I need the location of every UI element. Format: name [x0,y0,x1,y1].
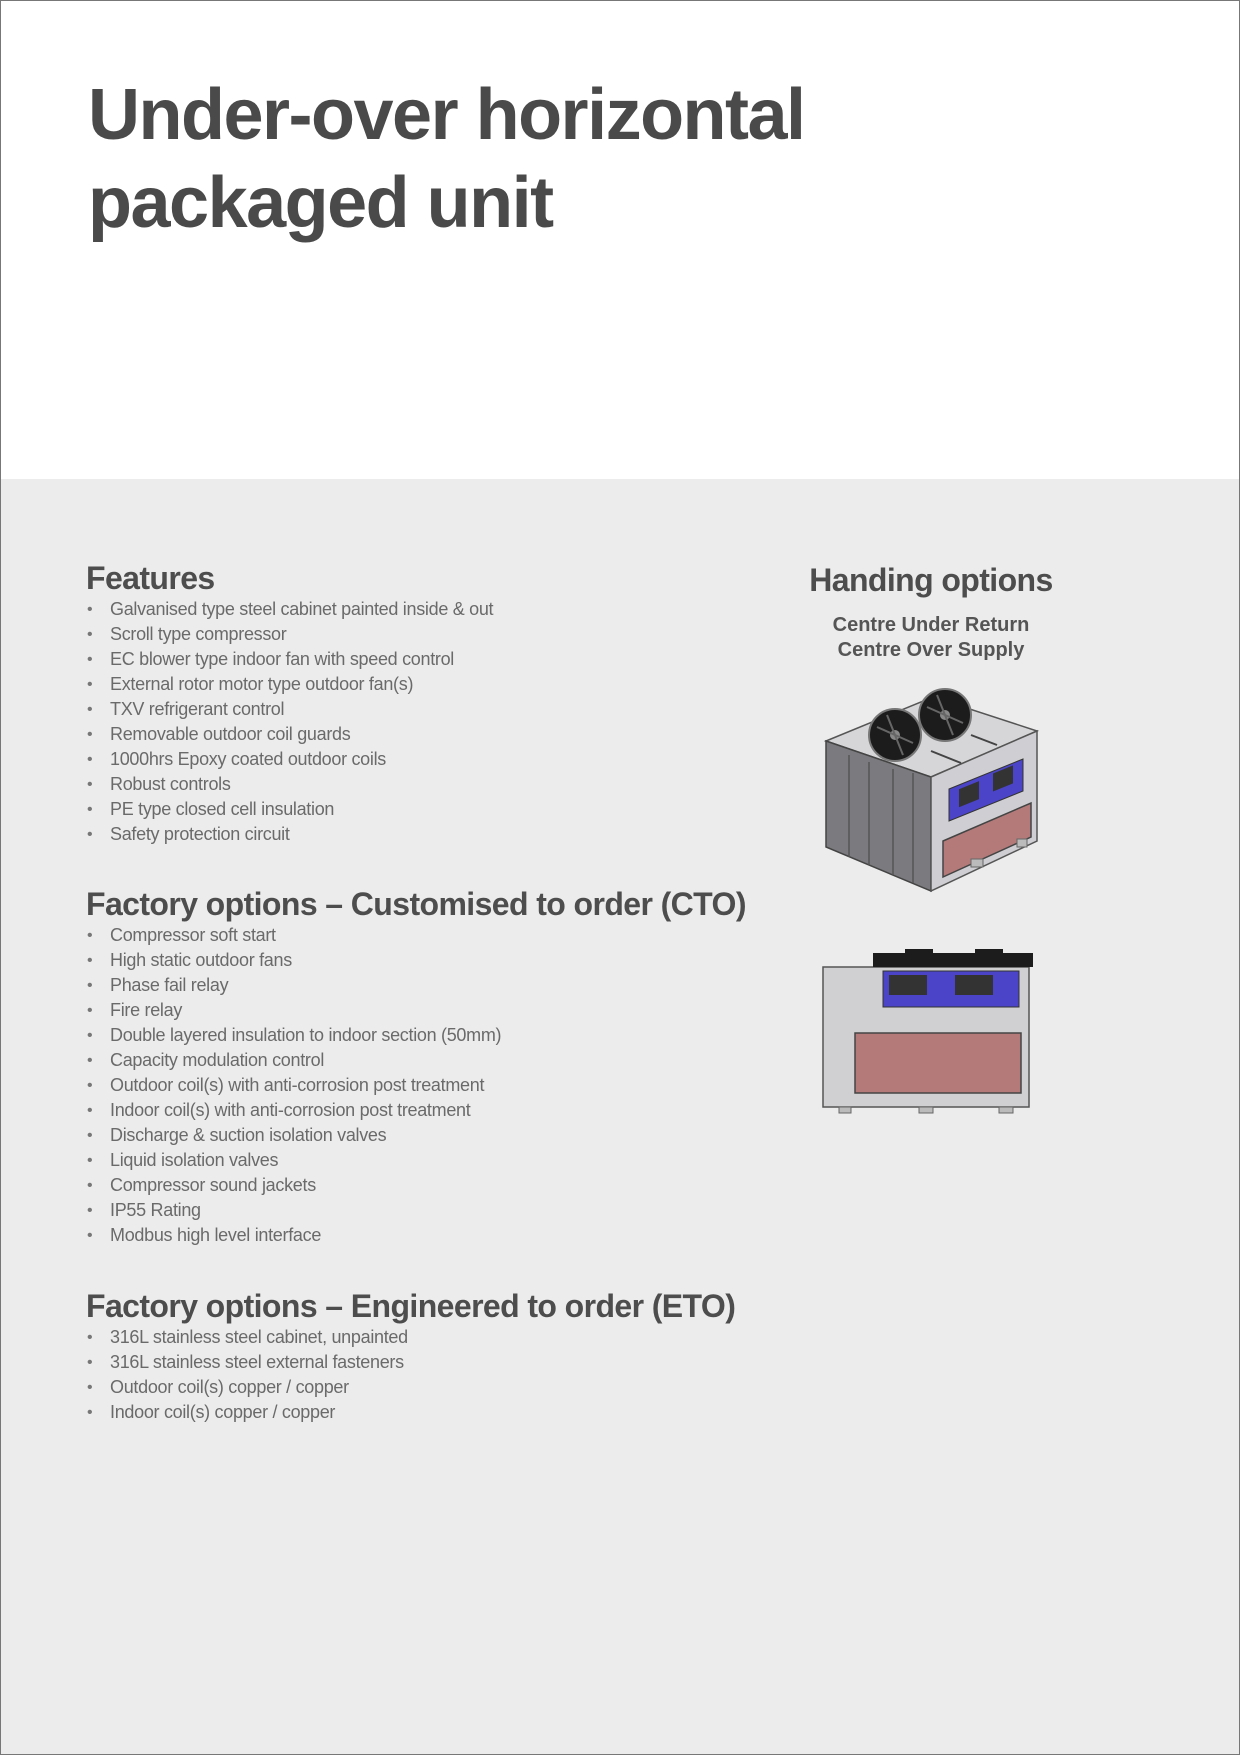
list-item [86,1325,735,1350]
unit-isometric-image [821,679,1043,899]
list-item [86,973,746,998]
list-item-text: Robust controls [110,774,231,794]
eto-section [86,1287,735,1425]
list-item [86,1098,746,1123]
list-item [86,1375,735,1400]
list-item [86,1123,746,1148]
bullet-icon: • [87,1202,93,1219]
list-item [86,1148,746,1173]
list-item-text: Safety protection circuit [110,824,290,844]
list-item [86,672,493,697]
page-title-line-2: packaged unit [88,163,553,243]
list-item [86,1350,735,1375]
list-item-text: External rotor motor type outdoor fan(s) [110,674,414,694]
unit-front-elevation-image [821,947,1033,1117]
bullet-icon: • [87,1177,93,1194]
title-panel [1,1,1239,479]
list-item-text: Capacity modulation control [110,1050,325,1070]
list-item-text: 1000hrs Epoxy coated outdoor coils [110,749,386,769]
list-item-text: Removable outdoor coil guards [110,724,351,744]
cto-list [86,923,746,1248]
bullet-icon: • [87,676,93,693]
list-item-text: 316L stainless steel external fasteners [110,1352,404,1372]
list-item-text: Outdoor coil(s) copper / copper [110,1377,349,1397]
bullet-icon: • [87,1052,93,1069]
list-item-text: Double layered insulation to indoor section (50mm) [110,1025,502,1045]
cto-heading: Factory options – Customised to order (CTO) [86,886,746,922]
handing-heading: Handing options [809,562,1053,598]
list-item [86,1023,746,1048]
list-item [86,647,493,672]
list-item [86,1173,746,1198]
bullet-icon: • [87,1027,93,1044]
list-item [86,1073,746,1098]
bullet-icon: • [87,977,93,994]
page-title [88,71,988,247]
list-item-text: PE type closed cell insulation [110,799,335,819]
list-item [86,822,493,847]
page-title-line-1: Under-over horizontal [88,75,805,155]
bullet-icon: • [87,751,93,768]
list-item-text: Compressor soft start [110,925,276,945]
bullet-icon: • [87,927,93,944]
list-item [86,998,746,1023]
list-item-text: TXV refrigerant control [110,699,285,719]
handing-option-supply: Centre Over Supply [837,639,1025,661]
list-item-text: Indoor coil(s) with anti-corrosion post treatment [110,1100,471,1120]
list-item [86,1223,746,1248]
list-item [86,1198,746,1223]
list-item-text: Fire relay [110,1000,183,1020]
bullet-icon: • [87,776,93,793]
bullet-icon: • [87,601,93,618]
list-item [86,697,493,722]
list-item-text: Discharge & suction isolation valves [110,1125,387,1145]
list-item-text: Outdoor coil(s) with anti-corrosion post treatment [110,1075,485,1095]
list-item-text: High static outdoor fans [110,950,292,970]
list-item-text: Phase fail relay [110,975,229,995]
list-item [86,722,493,747]
cto-section [86,885,746,1248]
bullet-icon: • [87,1077,93,1094]
bullet-icon: • [87,801,93,818]
list-item-text: Galvanised type steel cabinet painted inside & out [110,599,494,619]
bullet-icon: • [87,1404,93,1421]
list-item [86,1048,746,1073]
bullet-icon: • [87,701,93,718]
list-item-text: Compressor sound jackets [110,1175,316,1195]
list-item [86,923,746,948]
list-item-text: 316L stainless steel cabinet, unpainted [110,1327,408,1347]
bullet-icon: • [87,1152,93,1169]
bullet-icon: • [87,1127,93,1144]
list-item [86,597,493,622]
bullet-icon: • [87,1354,93,1371]
handing-option-return: Centre Under Return [832,614,1030,636]
bullet-icon: • [87,1379,93,1396]
content-panel [1,479,1239,1754]
list-item-text: IP55 Rating [110,1200,201,1220]
list-item-text: EC blower type indoor fan with speed control [110,649,454,669]
features-section [86,559,493,847]
list-item [86,948,746,973]
list-item-text: Liquid isolation valves [110,1150,279,1170]
bullet-icon: • [87,1002,93,1019]
bullet-icon: • [87,626,93,643]
handing-options [781,561,1081,663]
list-item [86,772,493,797]
bullet-icon: • [87,1329,93,1346]
features-list [86,597,493,847]
bullet-icon: • [87,826,93,843]
eto-list [86,1325,735,1425]
bullet-icon: • [87,726,93,743]
bullet-icon: • [87,1102,93,1119]
list-item-text: Modbus high level interface [110,1225,322,1245]
list-item [86,622,493,647]
list-item [86,747,493,772]
bullet-icon: • [87,1227,93,1244]
eto-heading: Factory options – Engineered to order (ETO) [86,1288,736,1324]
bullet-icon: • [87,952,93,969]
features-heading: Features [86,560,215,596]
list-item [86,1400,735,1425]
list-item-text: Scroll type compressor [110,624,287,644]
bullet-icon: • [87,651,93,668]
list-item [86,797,493,822]
list-item-text: Indoor coil(s) copper / copper [110,1402,336,1422]
